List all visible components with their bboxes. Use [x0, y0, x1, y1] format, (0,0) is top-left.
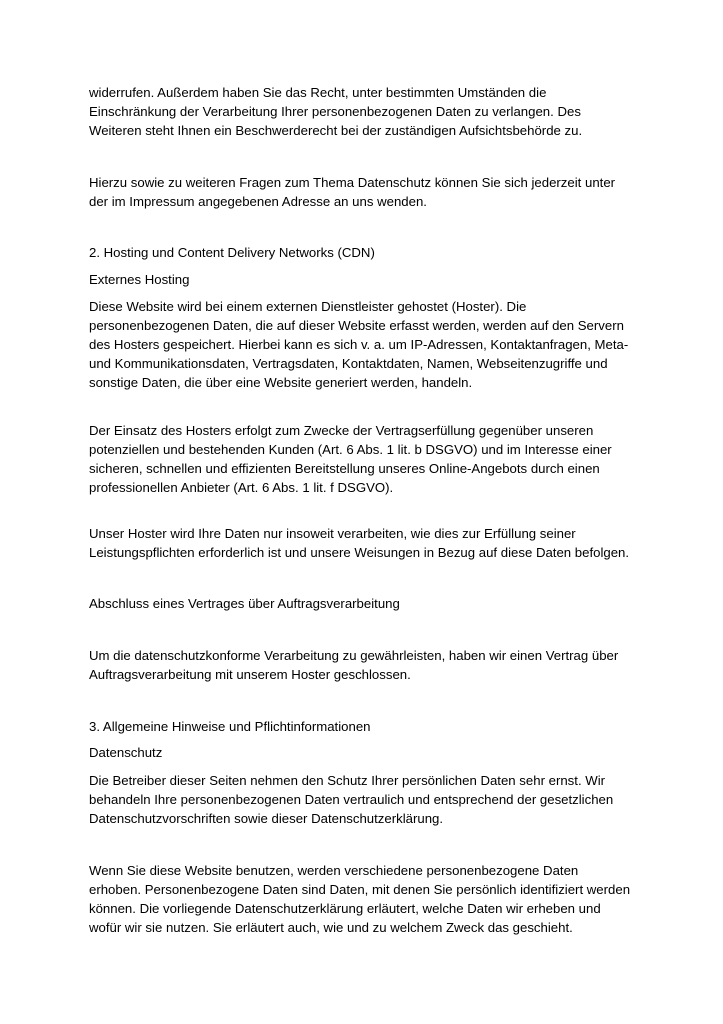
text-line: potenziellen und bestehenden Kunden (Art. 6 Abs. 1 lit. b DSGVO) und im Interesse einer [89, 442, 612, 457]
heading-text: 2. Hosting und Content Delivery Networks (CDN) [89, 245, 375, 260]
text-line: Hierzu sowie zu weiteren Fragen zum Thema Datenschutz können Sie sich jederzeit unter [89, 175, 616, 190]
paragraph-processing-agreement [89, 646, 649, 684]
text-line: und Kommunikationsdaten, Vertragsdaten, Kontaktdaten, Namen, Webseitenzugriffe und [89, 356, 608, 371]
paragraph-hosting-purpose [89, 421, 649, 497]
text-line: der im Impressum angegebenen Adresse an uns wenden. [89, 194, 427, 209]
text-line: Die Betreiber dieser Seiten nehmen den Schutz Ihrer persönlichen Daten sehr ernst. Wir [89, 773, 606, 788]
text-line: professionellen Anbieter (Art. 6 Abs. 1 lit. f DSGVO). [89, 480, 394, 495]
text-line: des Hosters gespeichert. Hierbei kann es sich v. a. um IP-Adressen, Kontaktanfragen, Meta- [89, 337, 629, 352]
heading-text: Datenschutz [89, 745, 163, 760]
text-line: Diese Website wird bei einem externen Dienstleister gehostet (Hoster). Die [89, 299, 527, 314]
text-line: Um die datenschutzkonforme Verarbeitung zu gewährleisten, haben wir einen Vertrag über [89, 648, 619, 663]
paragraph-hoster-processing [89, 524, 649, 562]
paragraph-contact-info [89, 173, 649, 211]
text-line: behandeln Ihre personenbezogenen Daten vertraulich und entsprechend der gesetzlichen [89, 792, 614, 807]
subheading-data-protection [89, 743, 649, 762]
paragraph-data-protection [89, 771, 649, 828]
section-heading-general-info [89, 717, 649, 736]
text-line: personenbezogenen Daten, die auf dieser Website erfasst werden, werden auf den Servern [89, 318, 624, 333]
text-line: sonstige Daten, die über eine Website generiert werden, handeln. [89, 375, 473, 390]
section-heading-hosting [89, 243, 649, 262]
paragraph-rights-withdrawal [89, 83, 649, 140]
text-line: Leistungspflichten erforderlich ist und unsere Weisungen in Bezug auf diese Daten befolgen. [89, 545, 630, 560]
heading-text: 3. Allgemeine Hinweise und Pflichtinformationen [89, 719, 371, 734]
text-line: Einschränkung der Verarbeitung Ihrer personenbezogenen Daten zu verlangen. Des [89, 104, 581, 119]
text-line: können. Die vorliegende Datenschutzerklärung erläutert, welche Daten wir erheben und [89, 901, 601, 916]
text-line: wofür wir sie nutzen. Sie erläutert auch, wie und zu welchem Zweck das geschieht. [89, 920, 573, 935]
text-line: erhoben. Personenbezogene Daten sind Daten, mit denen Sie persönlich identifiziert werden [89, 882, 631, 897]
text-line: Unser Hoster wird Ihre Daten nur insoweit verarbeiten, wie dies zur Erfüllung seiner [89, 526, 576, 541]
paragraph-hosting-description [89, 297, 649, 392]
text-line: Weiteren steht Ihnen ein Beschwerderecht bei der zuständigen Aufsichtsbehörde zu. [89, 123, 583, 138]
heading-text: Externes Hosting [89, 272, 190, 287]
text-line: Auftragsverarbeitung mit unserem Hoster geschlossen. [89, 667, 411, 682]
text-line: Wenn Sie diese Website benutzen, werden verschiedene personenbezogene Daten [89, 863, 579, 878]
paragraph-website-usage [89, 861, 649, 937]
text-line: sicheren, schnellen und effizienten Bereitstellung unseres Online-Angebots durch einen [89, 461, 600, 476]
heading-text: Abschluss eines Vertrages über Auftragsverarbeitung [89, 596, 400, 611]
text-line: widerrufen. Außerdem haben Sie das Recht, unter bestimmten Umständen die [89, 85, 547, 100]
subheading-processing-agreement [89, 594, 649, 613]
text-line: Datenschutzvorschriften sowie dieser Datenschutzerklärung. [89, 811, 444, 826]
text-line: Der Einsatz des Hosters erfolgt zum Zwecke der Vertragserfüllung gegenüber unseren [89, 423, 594, 438]
subheading-external-hosting [89, 270, 649, 289]
